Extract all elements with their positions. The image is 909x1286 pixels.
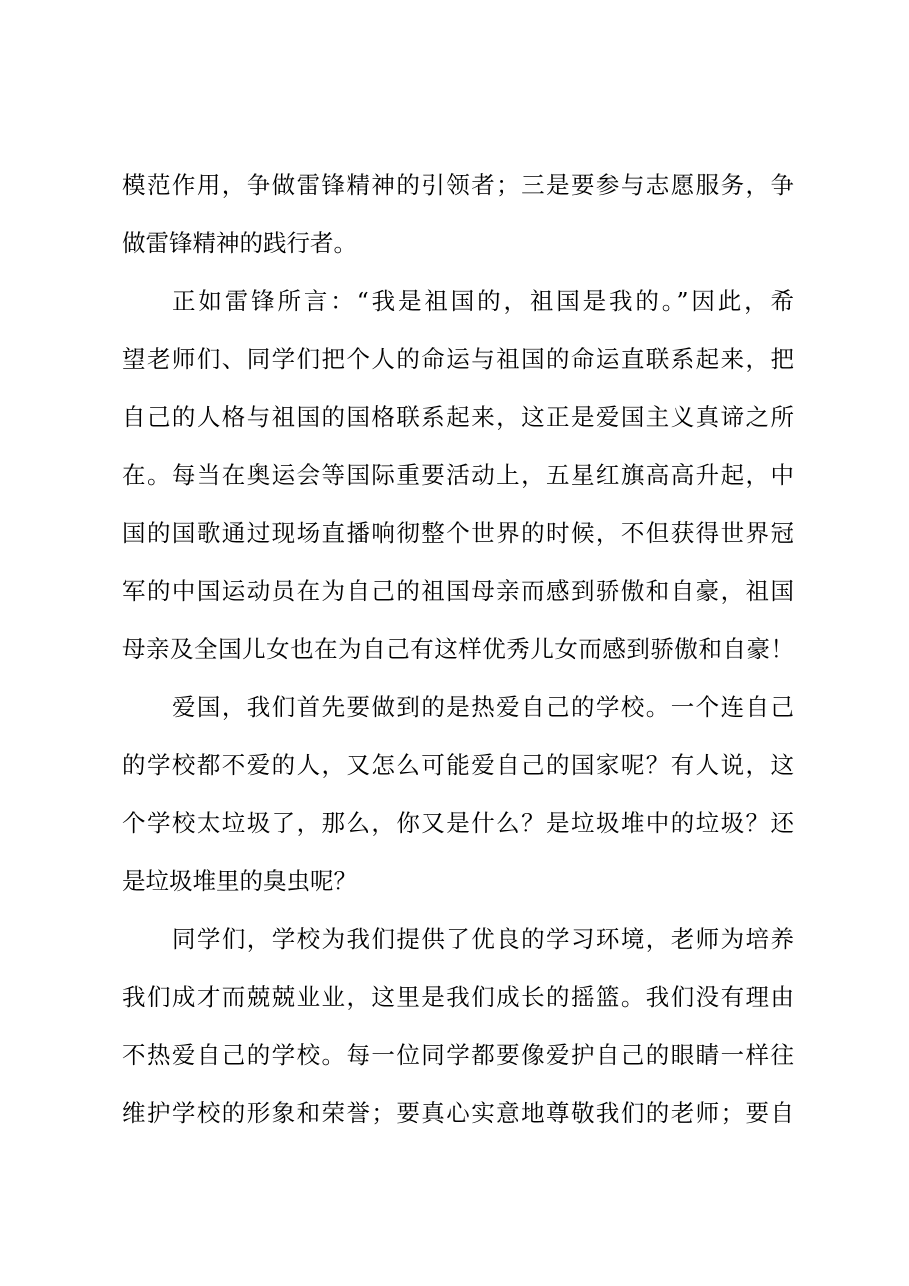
paragraph-first-line: 爱国，我们首先要做到的是热爱自己的学校。一个连自己 <box>172 693 794 721</box>
text-line: 模范作用，争做雷锋精神的引领者；三是要参与志愿服务，争 <box>122 171 794 199</box>
text-line: 的学校都不爱的人，又怎么可能爱自己的国家呢？有人说，这 <box>122 751 794 779</box>
text-line: 军的中国运动员在为自己的祖国母亲而感到骄傲和自豪，祖国 <box>122 577 794 605</box>
text-line: 母亲及全国儿女也在为自己有这样优秀儿女而感到骄傲和自豪！ <box>122 635 794 663</box>
text-line: 个学校太垃圾了，那么，你又是什么？是垃圾堆中的垃圾？还 <box>122 809 794 837</box>
text-line: 是垃圾堆里的臭虫呢？ <box>122 867 357 895</box>
paragraph-first-line: 正如雷锋所言：“我是祖国的，祖国是我的。”因此，希 <box>172 287 794 315</box>
paragraph-first-line: 同学们，学校为我们提供了优良的学习环境，老师为培养 <box>172 925 794 953</box>
text-line: 做雷锋精神的践行者。 <box>122 229 357 257</box>
text-line: 不热爱自己的学校。每一位同学都要像爱护自己的眼睛一样往 <box>122 1041 794 1069</box>
text-line: 国的国歌通过现场直播响彻整个世界的时候，不但获得世界冠 <box>122 519 794 547</box>
text-line: 在。每当在奥运会等国际重要活动上，五星红旗高高升起，中 <box>122 461 794 489</box>
text-line: 维护学校的形象和荣誉；要真心实意地尊敬我们的老师；要自 <box>122 1099 794 1127</box>
text-line: 望老师们、同学们把个人的命运与祖国的命运直联系起来，把 <box>122 345 794 373</box>
text-line: 自己的人格与祖国的国格联系起来，这正是爱国主义真谛之所 <box>122 403 794 431</box>
text-line: 我们成才而兢兢业业，这里是我们成长的摇篮。我们没有理由 <box>122 983 794 1011</box>
